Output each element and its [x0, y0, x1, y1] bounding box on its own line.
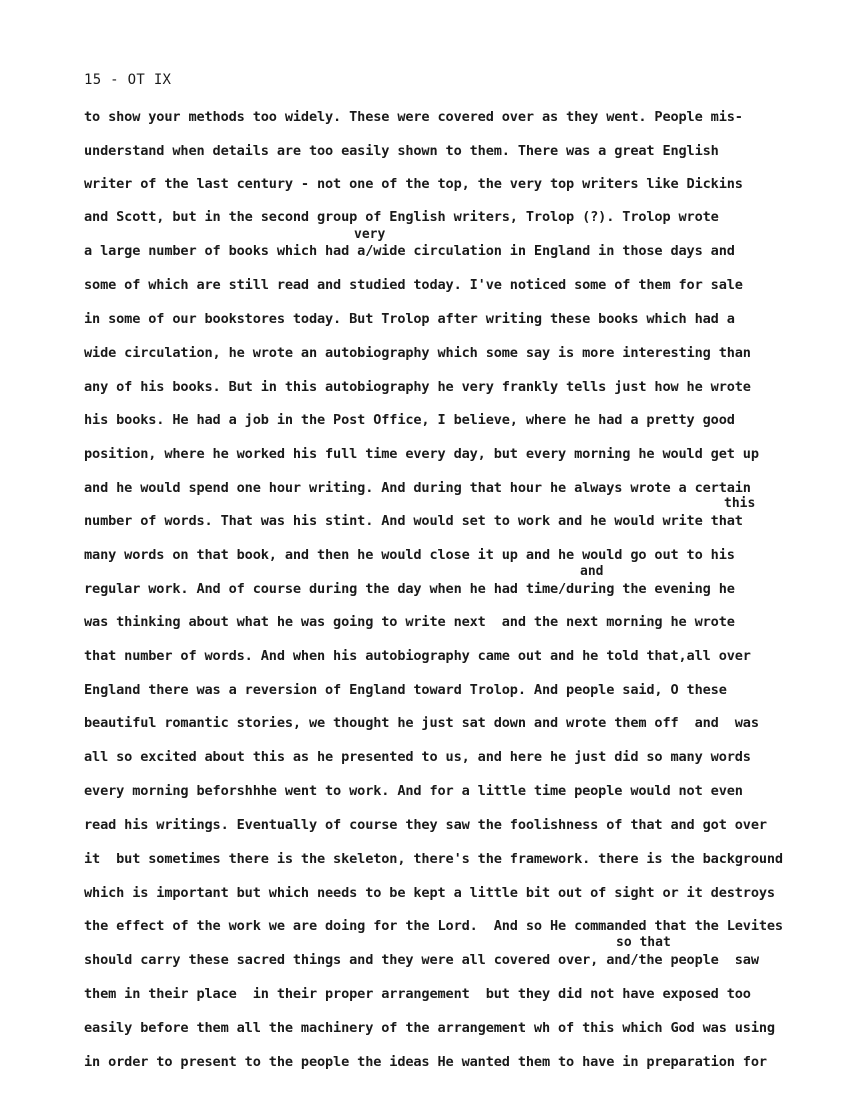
interlinear-insertion: very: [354, 227, 386, 242]
text-line: to show your methods too widely. These were covered over as they went. People mis-: [84, 109, 743, 125]
text-line: and he would spend one hour writing. And during that hour he always wrote a certain: [84, 480, 751, 496]
text-line: many words on that book, and then he would close it up and he would go out to his: [84, 547, 735, 563]
text-line: which is important but which needs to be kept a little bit out of sight or it destroys: [84, 885, 775, 901]
text-line: in order to present to the people the ideas He wanted them to have in preparation for: [84, 1054, 767, 1070]
text-line: some of which are still read and studied today. I've noticed some of them for sale: [84, 277, 743, 293]
interlinear-insertion: and: [580, 564, 604, 579]
text-line: in some of our bookstores today. But Trolop after writing these books which had a: [84, 311, 735, 327]
text-line: beautiful romantic stories, we thought he just sat down and wrote them off and was: [84, 715, 759, 731]
text-line: that number of words. And when his autobiography came out and he told that,all over: [84, 648, 751, 664]
text-line: it but sometimes there is the skeleton, there's the framework. there is the background: [84, 851, 783, 867]
text-line: read his writings. Eventually of course they saw the foolishness of that and got over: [84, 817, 767, 833]
text-line: all so excited about this as he presented to us, and here he just did so many words: [84, 749, 751, 765]
text-line: them in their place in their proper arrangement but they did not have exposed too: [84, 986, 751, 1002]
text-line: any of his books. But in this autobiography he very frankly tells just how he wrote: [84, 379, 751, 395]
page-header: 15 - OT IX: [84, 72, 172, 88]
text-line: regular work. And of course during the day when he had time/during the evening he: [84, 581, 735, 597]
text-line: number of words. That was his stint. And would set to work and he would write that: [84, 513, 743, 529]
text-line: wide circulation, he wrote an autobiography which some say is more interesting than: [84, 345, 751, 361]
text-line: understand when details are too easily shown to them. There was a great English: [84, 143, 719, 159]
text-line: and Scott, but in the second group of English writers, Trolop (?). Trolop wrote: [84, 209, 719, 225]
text-line: was thinking about what he was going to write next and the next morning he wrote: [84, 614, 735, 630]
text-line: should carry these sacred things and they were all covered over, and/the people saw: [84, 952, 759, 968]
text-line: position, where he worked his full time every day, but every morning he would get up: [84, 446, 759, 462]
interlinear-insertion: so that: [616, 935, 671, 950]
text-line: easily before them all the machinery of the arrangement wh of this which God was using: [84, 1020, 775, 1036]
text-line: the effect of the work we are doing for the Lord. And so He commanded that the Levites: [84, 918, 783, 934]
text-line: England there was a reversion of England toward Trolop. And people said, O these: [84, 682, 727, 698]
text-line: writer of the last century - not one of the top, the very top writers like Dickins: [84, 176, 743, 192]
text-line: his books. He had a job in the Post Office, I believe, where he had a pretty good: [84, 412, 735, 428]
text-line: every morning beforshhhe went to work. And for a little time people would not even: [84, 783, 743, 799]
interlinear-insertion: this: [724, 496, 756, 511]
text-line: a large number of books which had a/wide circulation in England in those days and: [84, 243, 735, 259]
